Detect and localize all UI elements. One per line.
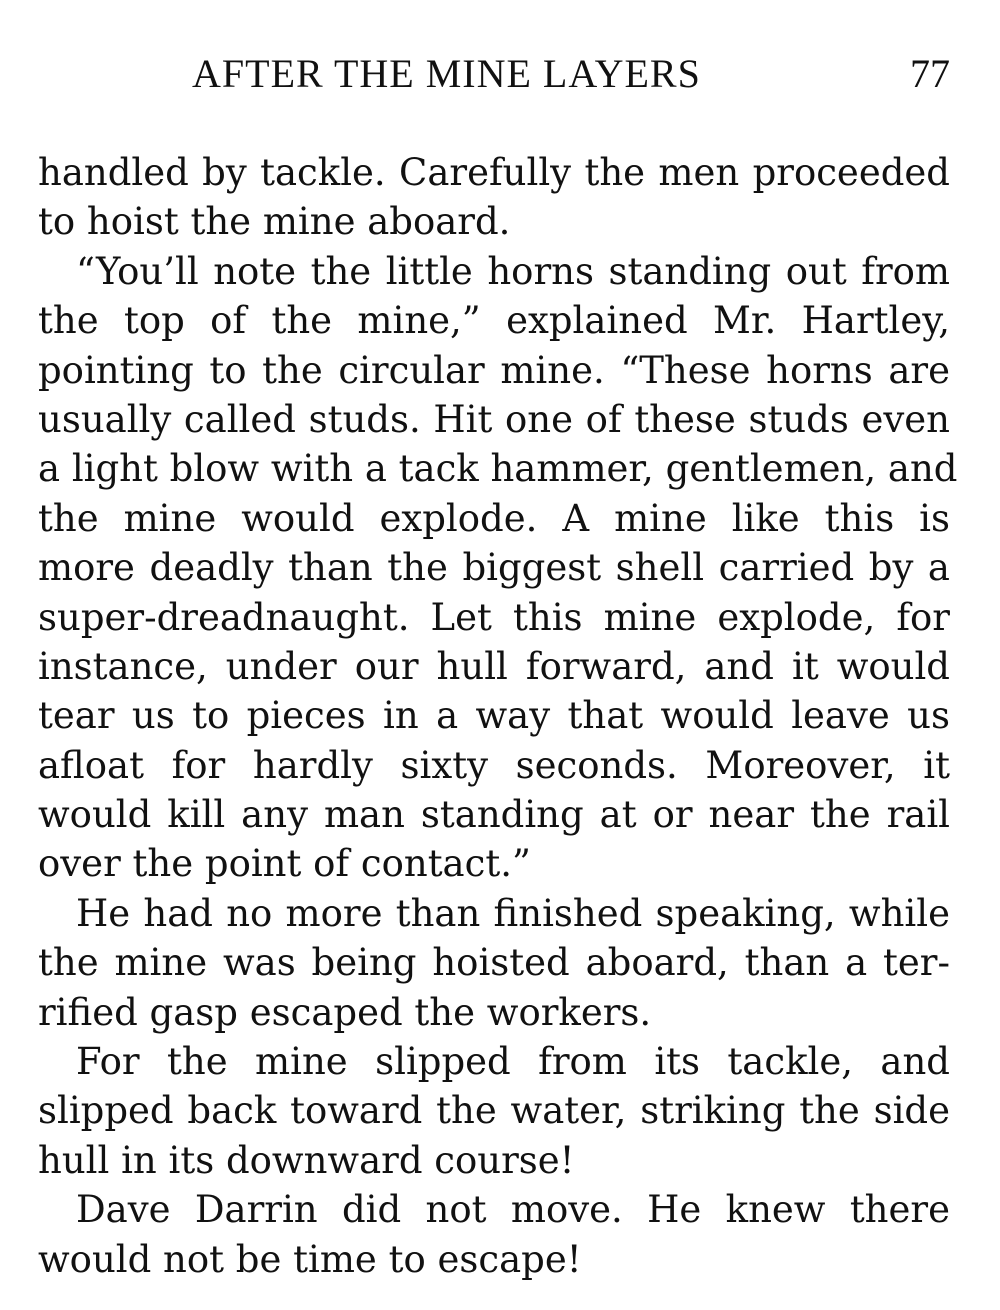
text-line: handled by tackle. Carefully the men proceeded [38,151,950,194]
running-head [40,50,950,100]
text-line: would kill any man standing at or near the rail [38,793,950,837]
text-line: For the mine slipped from its tackle, and [76,1040,950,1084]
text-line: more deadly than the biggest shell carried by a [38,546,950,590]
text-line: He had no more than finished speaking, while [76,891,950,935]
text-line: “You’ll note the little horns standing out from [76,249,950,293]
body-text [38,148,958,1284]
text-line: super-dreadnaught. Let this mine explode, for [38,595,950,639]
text-line: over the point of contact.” [38,842,531,886]
text-line: tear us to pieces in a way that would leave us [38,694,950,738]
text-line: the mine was being hoisted aboard, than a ter- [38,941,950,985]
text-line: would not be time to escape! [38,1237,582,1281]
text-line: hull in its downward course! [38,1138,575,1182]
text-line: instance, under our hull forward, and it would [38,644,950,688]
text-line: the mine would explode. A mine like this is [38,496,950,540]
text-line: pointing to the circular mine. “These horns are [38,348,950,392]
text-line: the top of the mine,” explained Mr. Hartley, [38,299,950,343]
text-line: slipped back toward the water, striking the side [38,1089,950,1133]
text-line: rified gasp escaped the workers. [38,990,652,1034]
text-line: a light blow with a tack hammer, gentlemen, and [38,447,958,491]
text-line: usually called studs. Hit one of these studs even [38,397,950,441]
page-number: 77 [910,51,950,96]
text-line: to hoist the mine aboard. [38,200,511,244]
text-line: Dave Darrin did not move. He knew there [76,1188,950,1232]
text-line: afloat for hardly sixty seconds. Moreover, it [38,743,950,787]
running-title: AFTER THE MINE LAYERS [192,51,701,96]
